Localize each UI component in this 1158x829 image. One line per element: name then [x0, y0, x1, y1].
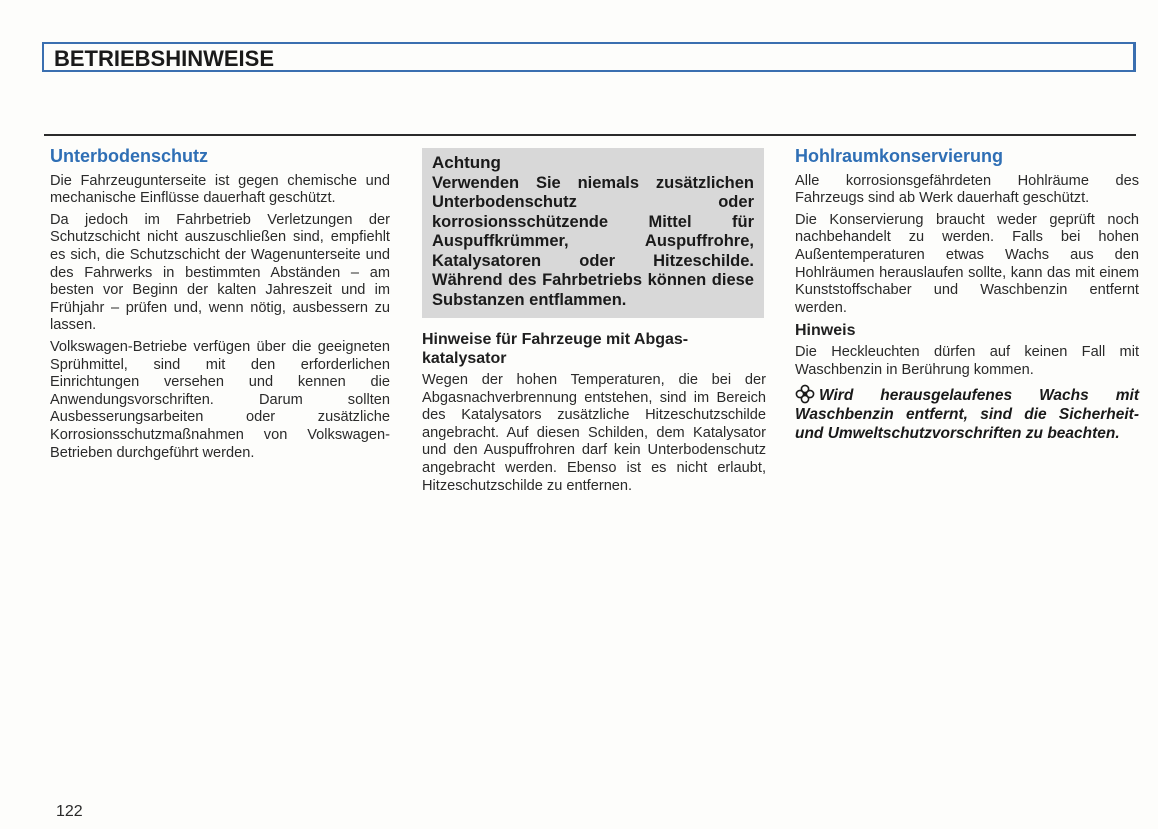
paragraph: Da jedoch im Fahrbetrieb Verletzungen der Schutzschicht nicht auszuschließen sind, empfiehlt es sich, die Schutzschicht der Wagenunterseite und des Fahrwerks in bestimmten Abständen – am besten vor Beginn der kalten Jahreszeit und im Frühjahr – prüfen und, wenn nötig, ausbessern zu lassen.: [50, 211, 390, 334]
flower-icon: [795, 384, 815, 404]
section-title-underbody: Unterbodenschutz: [50, 146, 209, 166]
column-catalyst: [422, 148, 766, 499]
column-cavity: [795, 148, 1139, 443]
top-rule: [44, 134, 1136, 136]
hint-title: Hinweis: [795, 322, 856, 340]
subtitle-catalyst: Hinweise für Fahrzeuge mit Abgaskatalysator: [422, 331, 689, 368]
warning-box: [422, 148, 764, 318]
environment-note: [795, 384, 1139, 443]
paragraph: Alle korrosionsgefährdeten Hohlräume des Fahrzeugs sind ab Werk dauerhaft geschützt.: [795, 172, 1139, 207]
paragraph: Volkswagen-Betriebe verfügen über die geeigneten Sprühmittel, sind mit den erforderlichen Einrichtungen versehen und kennen die Anwendungsvorschriften. Darum sollten Ausbesserungsarbeiten oder zusätzliche Korrosionsschutzmaßnahmen von Volkswagen-Betrieben durchgeführt werden.: [50, 338, 390, 461]
environment-note-text: Wird herausgelaufenes Wachs mit Waschbenzin entfernt, sind die Sicherheit- und Umweltschutzvorschriften zu beachten.: [795, 386, 1139, 442]
page-title: BETRIEBSHINWEISE: [54, 46, 275, 71]
paragraph: Wegen der hohen Temperaturen, die bei der Abgasnachverbrennung entstehen, sind im Bereich des Katalysators zusätzliche Hitzeschutzschilde angebracht. Auf diesen Schilden, dem Katalysator und den Auspuffrohren darf kein Unterbodenschutz angebracht werden. Ebenso ist es nicht erlaubt, Hitzeschutzschilde zu entfernen.: [422, 372, 766, 494]
warning-title: Achtung: [432, 153, 501, 172]
column-underbody: [50, 148, 390, 466]
hint-text: Die Heckleuchten dürfen auf keinen Fall mit Waschbenzin in Berührung kommen.: [795, 344, 1139, 378]
page-number: 122: [56, 803, 83, 820]
paragraph: Die Konservierung braucht weder geprüft noch nachbehandelt zu werden. Falls bei hohen Außentemperaturen etwas Wachs aus den Hohlräumen herauslaufen sollte, kann das mit einem Kunststoffschaber und Waschbenzin entfernt werden.: [795, 211, 1139, 316]
paragraph: Die Fahrzeugunterseite ist gegen chemische und mechanische Einflüsse dauerhaft geschützt.: [50, 172, 390, 207]
section-title-cavity: Hohlraumkonservierung: [795, 146, 1004, 166]
header-bar: [42, 42, 1136, 72]
warning-text: Verwenden Sie niemals zusätzlichen Unterbodenschutz oder korrosionsschützende Mittel für Auspuffkrümmer, Auspuffrohre, Katalysatoren oder Hitzeschilde. Während des Fahrbetriebs können diese Substanzen entflammen.: [432, 173, 754, 309]
